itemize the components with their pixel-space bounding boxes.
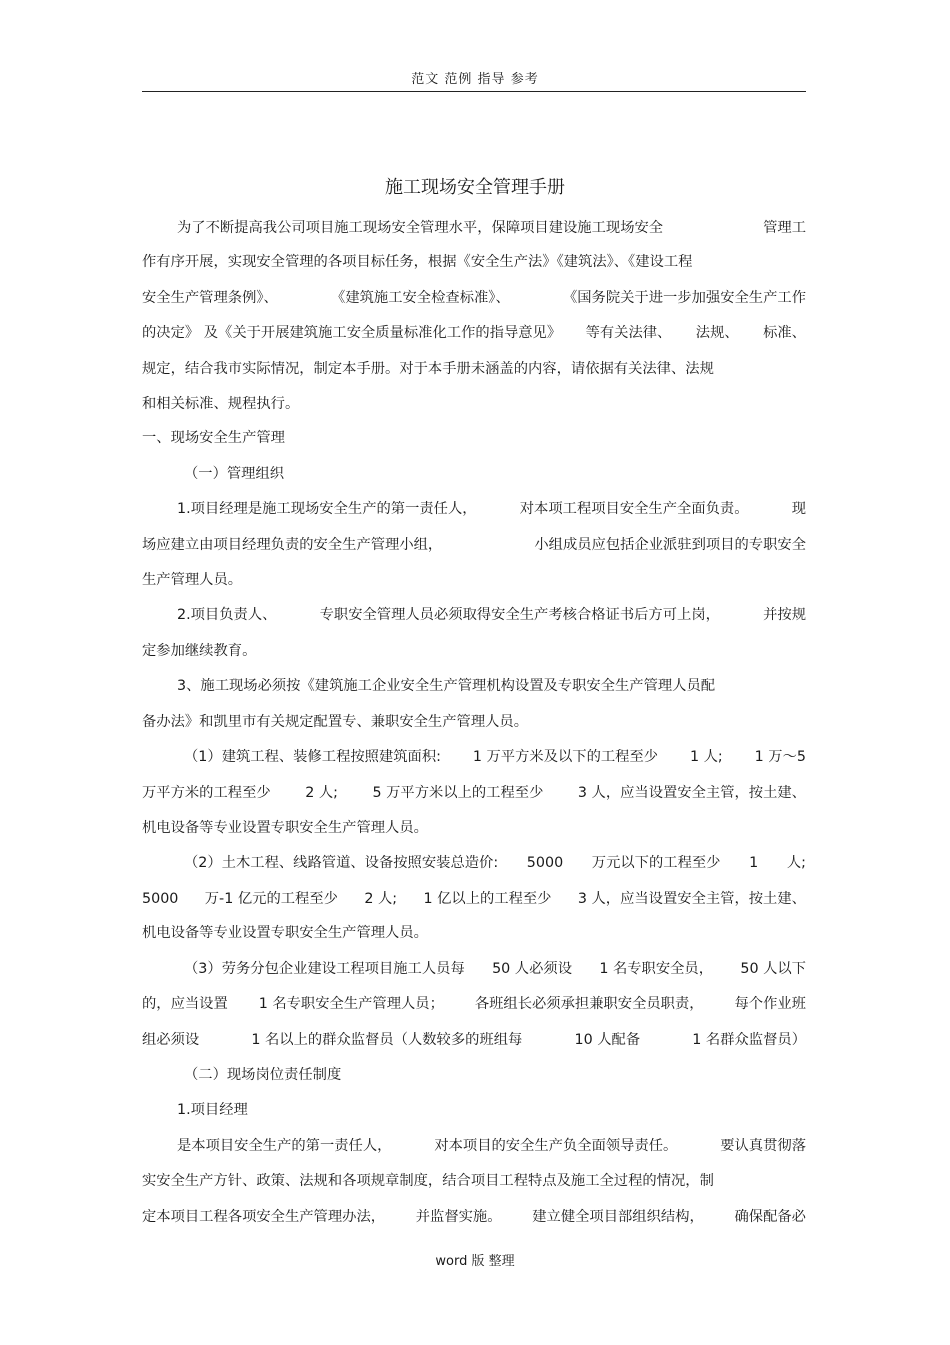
text-line — [142, 569, 806, 591]
text-segment: 并按规 — [763, 607, 806, 623]
text-line — [142, 993, 806, 1015]
text-segment: 安全生产管理条例》、 — [142, 290, 278, 306]
text-line — [142, 1029, 806, 1051]
text-line — [184, 852, 806, 874]
text-segment: 的，应当设置 — [142, 996, 228, 1012]
text-line — [142, 1170, 806, 1192]
text-line — [142, 393, 806, 415]
text-segment: 5 万平方米以上的工程至少 — [372, 785, 544, 801]
text-segment: 1 名专职安全生产管理人员； — [258, 996, 444, 1012]
text-segment: 备办法》和凯里市有关规定配置专、兼职安全生产管理人员。 — [142, 714, 529, 730]
text-segment: （二）现场岗位责任制度 — [184, 1067, 342, 1083]
text-segment: 要认真贯彻落 — [720, 1138, 806, 1154]
text-segment: （一）管理组织 — [184, 466, 285, 482]
text-segment: 标准、 — [763, 325, 806, 341]
header-divider — [142, 91, 806, 92]
text-line — [177, 1135, 806, 1157]
text-line — [142, 287, 806, 309]
text-line — [184, 958, 806, 980]
text-segment: 5000 — [142, 891, 179, 907]
text-line — [142, 888, 806, 910]
text-line — [177, 1099, 806, 1121]
text-segment: 10 人配备 — [574, 1032, 641, 1048]
text-line — [142, 782, 806, 804]
page-header: 范文 范例 指导 参考 — [411, 72, 539, 87]
text-segment: 万平方米的工程至少 — [142, 785, 271, 801]
text-segment: 一、现场安全生产管理 — [142, 430, 285, 446]
text-segment: 机电设备等专业设置专职安全生产管理人员。 — [142, 925, 428, 941]
text-line — [142, 534, 806, 556]
text-segment: 2.项目负责人、 — [177, 607, 277, 623]
text-segment: 场应建立由项目经理负责的安全生产管理小组， — [142, 537, 443, 553]
text-line — [184, 1064, 806, 1086]
text-segment: 3 人，应当设置安全主管，按土建、 — [577, 891, 806, 907]
text-segment: 等有关法律、 — [585, 325, 672, 341]
text-segment: 并监督实施。 — [415, 1209, 502, 1225]
text-segment: 定本项目工程各项安全生产管理办法， — [142, 1209, 386, 1225]
text-segment: 对本项工程项目安全生产全面负责。 — [519, 501, 749, 517]
text-segment: （2）土木工程、线路管道、设备按照安装总造价: — [184, 855, 499, 871]
text-segment: 是本项目安全生产的第一责任人， — [177, 1138, 392, 1154]
text-segment: 实安全生产方针、政策、法规和各项规章制度，结合项目工程特点及施工全过程的情况，制 — [142, 1173, 714, 1189]
text-line — [142, 358, 806, 380]
text-segment: 人; — [786, 855, 806, 871]
text-segment: 机电设备等专业设置专职安全生产管理人员。 — [142, 820, 428, 836]
text-line — [184, 746, 806, 768]
text-line — [177, 217, 806, 239]
text-segment: 《国务院关于进一步加强安全生产工作 — [562, 290, 806, 306]
text-segment: 生产管理人员。 — [142, 572, 243, 588]
text-segment: 的决定》 及《关于开展建筑施工安全质量标准化工作的指导意见》 — [142, 325, 562, 341]
text-segment: 《建筑施工安全检查标准》、 — [331, 290, 510, 306]
page-footer: word 版 整理 — [435, 1254, 515, 1269]
text-segment: 为了不断提高我公司项目施工现场安全管理水平，保障项目建设施工现场安全 — [177, 220, 664, 236]
text-segment: 小组成员应包括企业派驻到项目的专职安全 — [534, 537, 806, 553]
text-segment: 3 人，应当设置安全主管，按土建、 — [577, 785, 806, 801]
text-segment: 1 万～5 — [754, 749, 806, 765]
text-segment: 1 亿以上的工程至少 — [423, 891, 552, 907]
text-line — [142, 922, 806, 944]
text-segment: 3、施工现场必须按《建筑施工企业安全生产管理机构设置及专职安全生产管理人员配 — [177, 678, 716, 694]
text-segment: 专职安全管理人员必须取得安全生产考核合格证书后方可上岗， — [319, 607, 720, 623]
text-line — [177, 604, 806, 626]
text-segment: 确保配备必 — [734, 1209, 806, 1225]
text-segment: 5000 — [526, 855, 564, 871]
text-segment: 定参加继续教育。 — [142, 643, 257, 659]
text-segment: 和相关标准、规程执行。 — [142, 396, 300, 412]
document-title: 施工现场安全管理手册 — [385, 177, 565, 198]
text-line — [142, 427, 806, 449]
text-segment: 1 人; — [689, 749, 723, 765]
text-line — [177, 675, 806, 697]
text-segment: 作有序开展，实现安全管理的各项目标任务，根据《安全生产法》《建筑法》、《建设工程 — [142, 254, 693, 270]
text-segment: 管理工 — [763, 220, 806, 236]
text-segment: （3）劳务分包企业建设工程项目施工人员每 — [184, 961, 465, 977]
text-segment: 1.项目经理是施工现场安全生产的第一责任人， — [177, 501, 477, 517]
text-segment: 2 人; — [364, 891, 398, 907]
text-line — [142, 251, 806, 273]
text-segment: 现 — [791, 501, 806, 517]
text-segment: 建立健全项目部组织结构， — [532, 1209, 704, 1225]
text-segment: 50 人必须设 — [492, 961, 572, 977]
text-segment: 万元以下的工程至少 — [591, 855, 721, 871]
text-line — [142, 817, 806, 839]
text-segment: 1 名专职安全员， — [599, 961, 714, 977]
text-segment: 法规、 — [695, 325, 739, 341]
text-segment: 50 人以下 — [740, 961, 806, 977]
text-segment: 各班组长必须承担兼职安全员职责， — [474, 996, 704, 1012]
text-line — [177, 498, 806, 520]
text-segment: （1）建筑工程、装修工程按照建筑面积: — [184, 749, 441, 765]
text-line — [142, 640, 806, 662]
text-segment: 组必须设 — [142, 1032, 200, 1048]
text-segment: 1.项目经理 — [177, 1102, 248, 1118]
text-segment: 每个作业班 — [734, 996, 806, 1012]
text-segment: 1 万平方米及以下的工程至少 — [472, 749, 659, 765]
text-segment: 万-1 亿元的工程至少 — [204, 891, 338, 907]
text-segment: 1 名以上的群众监督员（人数较多的班组每 — [251, 1032, 523, 1048]
text-segment: 规定，结合我市实际情况，制定本手册。对于本手册未涵盖的内容，请依据有关法律、法规 — [142, 361, 714, 377]
text-segment: 2 人; — [305, 785, 338, 801]
text-line — [142, 711, 806, 733]
text-segment: 1 — [749, 855, 759, 871]
text-segment: 1 名群众监督员） — [692, 1032, 806, 1048]
text-line — [142, 322, 806, 344]
text-segment: 对本项目的安全生产负全面领导责任。 — [434, 1138, 678, 1154]
text-line — [142, 1206, 806, 1228]
text-line — [184, 463, 806, 485]
